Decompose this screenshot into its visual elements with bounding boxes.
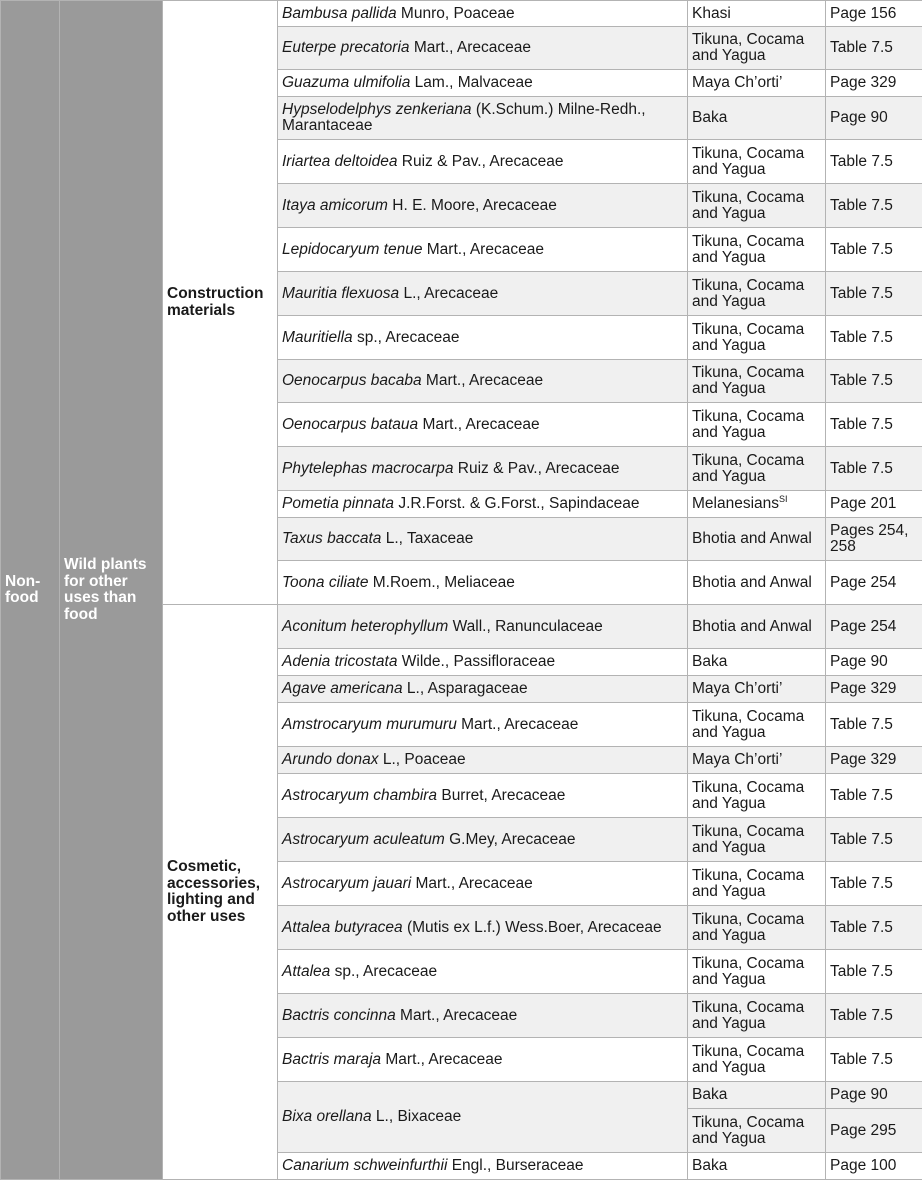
reference-cell: Page 254 [826,561,922,605]
reference-cell: Page 156 [826,1,922,27]
species-authority: L., Arecaceae [399,285,498,302]
species-cell [278,491,688,518]
species-cell [278,1082,688,1153]
species-binomial: Astrocaryum jauari [282,875,411,892]
group-cell: Tikuna, Cocama and Yagua [688,447,826,491]
species-binomial: Oenocarpus bacaba [282,372,422,389]
reference-cell: Page 329 [826,747,922,774]
reference-cell: Page 100 [826,1153,922,1180]
species-cell [278,906,688,950]
species-binomial: Bambusa pallida [282,5,397,22]
reference-cell: Table 7.5 [826,184,922,228]
group-cell: Bhotia and Anwal [688,518,826,561]
species-cell [278,676,688,703]
table-row [1,1,922,27]
species-binomial: Pometia pinnata [282,495,394,512]
species-authority: Wilde., Passifloraceae [397,653,555,670]
reference-cell: Page 201 [826,491,922,518]
species-authority: sp., Arecaceae [330,963,437,980]
species-cell [278,774,688,818]
species-binomial: Guazuma ulmifolia [282,74,410,91]
species-cell [278,862,688,906]
reference-cell: Table 7.5 [826,818,922,862]
species-authority: (Mutis ex L.f.) Wess.Boer, Arecaceae [403,919,662,936]
group-cell: Tikuna, Cocama and Yagua [688,27,826,70]
group-cell [688,491,826,518]
species-cell [278,649,688,676]
group-cell: Tikuna, Cocama and Yagua [688,184,826,228]
group-cell: Baka [688,97,826,140]
group-cell: Baka [688,1082,826,1109]
reference-cell: Table 7.5 [826,316,922,360]
species-authority: L., Bixaceae [372,1108,462,1125]
species-authority: Mart., Arecaceae [422,241,543,258]
species-cell [278,994,688,1038]
species-authority: M.Roem., Meliaceae [368,574,514,591]
species-authority: Mart., Arecaceae [457,716,578,733]
reference-cell: Table 7.5 [826,403,922,447]
group-cell: Tikuna, Cocama and Yagua [688,272,826,316]
reference-cell: Table 7.5 [826,27,922,70]
species-authority: Ruiz & Pav., Arecaceae [397,153,563,170]
species-binomial: Oenocarpus bataua [282,416,418,433]
species-binomial: Iriartea deltoidea [282,153,397,170]
species-binomial: Mauritiella [282,329,353,346]
reference-cell: Pages 254, 258 [826,518,922,561]
species-cell [278,70,688,97]
reference-cell: Table 7.5 [826,228,922,272]
species-binomial: Euterpe precatoria [282,39,410,56]
species-authority: Munro, Poaceae [397,5,515,22]
group-cell: Bhotia and Anwal [688,561,826,605]
species-cell [278,950,688,994]
group-cell: Khasi [688,1,826,27]
species-authority: Burret, Arecaceae [437,787,565,804]
species-binomial: Bactris concinna [282,1007,396,1024]
reference-cell: Table 7.5 [826,950,922,994]
species-cell [278,140,688,184]
species-cell [278,316,688,360]
reference-cell: Page 90 [826,1082,922,1109]
group-cell: Maya Ch’orti’ [688,676,826,703]
group-cell: Baka [688,1153,826,1180]
species-authority: Mart., Arecaceae [411,875,532,892]
species-cell [278,518,688,561]
species-cell [278,1,688,27]
reference-cell: Table 7.5 [826,703,922,747]
species-binomial: Phytelephas macrocarpa [282,460,453,477]
species-cell [278,561,688,605]
species-authority: J.R.Forst. & G.Forst., Sapindaceae [394,495,640,512]
section-cosmetic: Cosmetic, accessories, lighting and other uses [163,605,278,1180]
group-cell: Maya Ch’orti’ [688,70,826,97]
species-authority: L., Taxaceae [381,530,473,547]
group-name: Melanesians [692,495,779,512]
species-cell [278,360,688,403]
species-binomial: Canarium schweinfurthii [282,1157,447,1174]
species-cell [278,747,688,774]
species-binomial: Astrocaryum aculeatum [282,831,445,848]
species-binomial: Arundo donax [282,751,379,768]
reference-cell: Page 254 [826,605,922,649]
reference-cell: Table 7.5 [826,906,922,950]
reference-cell: Table 7.5 [826,140,922,184]
reference-cell: Table 7.5 [826,1038,922,1082]
species-binomial: Attalea butyracea [282,919,403,936]
group-cell: Tikuna, Cocama and Yagua [688,140,826,184]
reference-cell: Table 7.5 [826,994,922,1038]
reference-cell: Page 90 [826,649,922,676]
group-cell: Tikuna, Cocama and Yagua [688,950,826,994]
species-cell [278,703,688,747]
species-authority: Engl., Burseraceae [447,1157,583,1174]
reference-cell: Table 7.5 [826,862,922,906]
reference-cell: Page 329 [826,70,922,97]
species-authority: H. E. Moore, Arecaceae [388,197,557,214]
species-authority: L., Asparagaceae [403,680,528,697]
species-binomial: Itaya amicorum [282,197,388,214]
group-cell: Tikuna, Cocama and Yagua [688,703,826,747]
species-binomial: Taxus baccata [282,530,381,547]
species-binomial: Astrocaryum chambira [282,787,437,804]
species-authority: sp., Arecaceae [353,329,460,346]
group-cell: Tikuna, Cocama and Yagua [688,228,826,272]
species-binomial: Lepidocaryum tenue [282,241,422,258]
species-cell [278,1153,688,1180]
reference-cell: Table 7.5 [826,272,922,316]
species-binomial: Toona ciliate [282,574,368,591]
species-authority: (K.Schum.) Milne-Redh., Marantaceae [282,101,646,134]
species-binomial: Mauritia flexuosa [282,285,399,302]
species-cell [278,403,688,447]
group-cell: Tikuna, Cocama and Yagua [688,994,826,1038]
species-cell [278,97,688,140]
reference-cell: Table 7.5 [826,360,922,403]
species-binomial: Agave americana [282,680,403,697]
reference-cell: Page 90 [826,97,922,140]
section-construction: Construction materials [163,1,278,605]
group-cell: Tikuna, Cocama and Yagua [688,1038,826,1082]
species-authority: Mart., Arecaceae [418,416,539,433]
species-authority: Wall., Ranunculaceae [448,618,603,635]
reference-cell: Table 7.5 [826,774,922,818]
species-cell [278,1038,688,1082]
group-cell: Tikuna, Cocama and Yagua [688,403,826,447]
group-cell: Bhotia and Anwal [688,605,826,649]
species-authority: Ruiz & Pav., Arecaceae [453,460,619,477]
species-authority: Mart., Arecaceae [410,39,531,56]
group-cell: Tikuna, Cocama and Yagua [688,818,826,862]
group-cell: Maya Ch’orti’ [688,747,826,774]
species-authority: L., Poaceae [379,751,466,768]
reference-cell: Page 329 [826,676,922,703]
species-cell [278,272,688,316]
subcategory-cell: Wild plants for other uses than food [60,1,163,1180]
species-cell [278,184,688,228]
species-binomial: Hypselodelphys zenkeriana [282,101,472,118]
species-binomial: Amstrocaryum murumuru [282,716,457,733]
category-cell: Non-food [1,1,60,1180]
species-binomial: Adenia tricostata [282,653,397,670]
reference-cell: Page 295 [826,1109,922,1153]
species-binomial: Attalea [282,963,330,980]
species-authority: Lam., Malvaceae [410,74,532,91]
species-cell [278,27,688,70]
species-authority: G.Mey, Arecaceae [445,831,576,848]
group-cell: Tikuna, Cocama and Yagua [688,862,826,906]
species-authority: Mart., Arecaceae [381,1051,502,1068]
species-cell [278,228,688,272]
group-cell: Baka [688,649,826,676]
supplementary-info-marker: SI [779,494,788,504]
species-binomial: Bactris maraja [282,1051,381,1068]
group-cell: Tikuna, Cocama and Yagua [688,906,826,950]
reference-cell: Table 7.5 [826,447,922,491]
species-binomial: Bixa orellana [282,1108,372,1125]
species-authority: Mart., Arecaceae [396,1007,517,1024]
species-cell [278,447,688,491]
species-binomial: Aconitum heterophyllum [282,618,448,635]
group-cell: Tikuna, Cocama and Yagua [688,774,826,818]
species-cell [278,605,688,649]
group-cell: Tikuna, Cocama and Yagua [688,316,826,360]
group-cell: Tikuna, Cocama and Yagua [688,360,826,403]
species-cell [278,818,688,862]
species-authority: Mart., Arecaceae [422,372,543,389]
group-cell: Tikuna, Cocama and Yagua [688,1109,826,1153]
